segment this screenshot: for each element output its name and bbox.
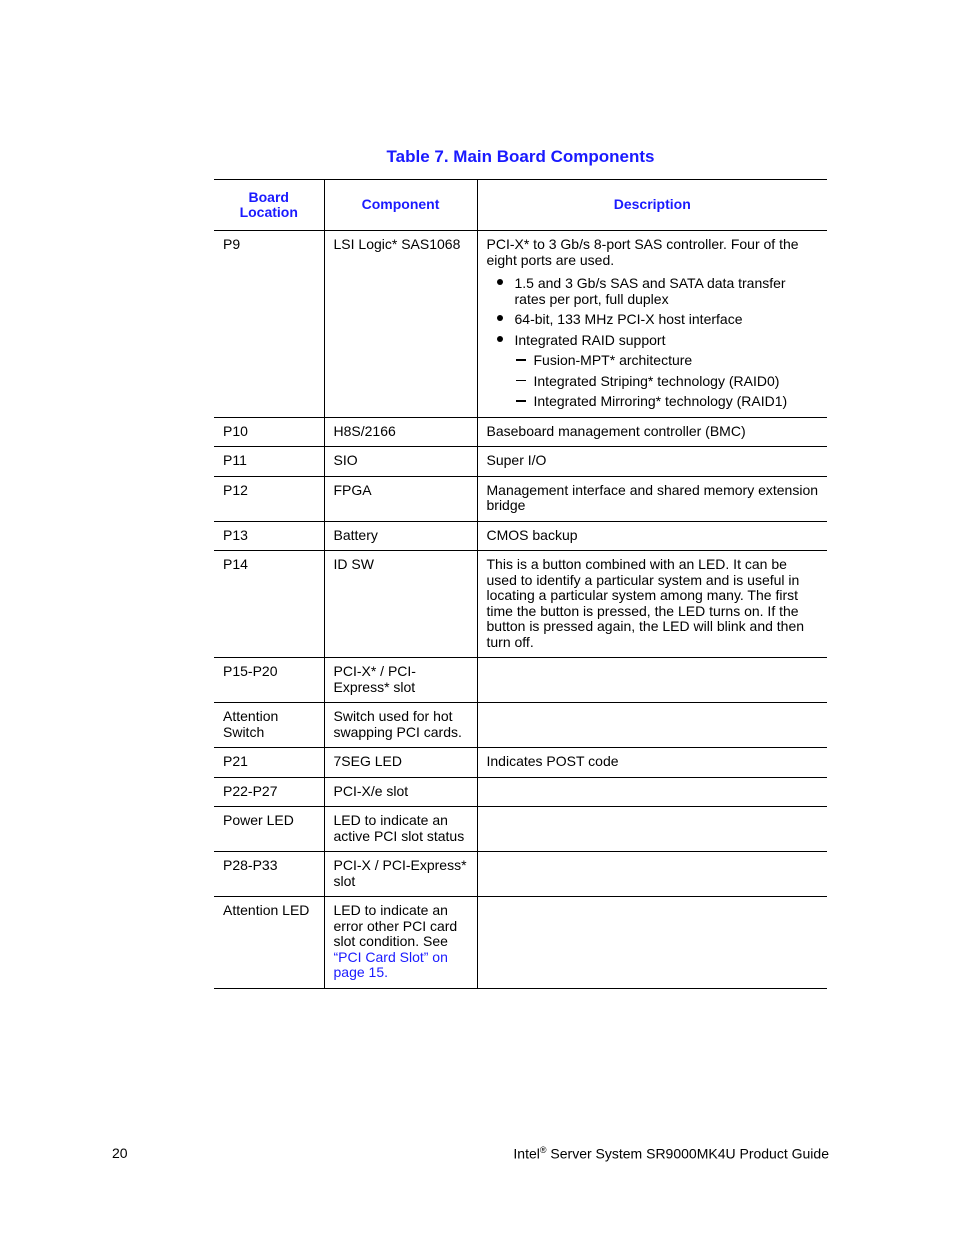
cell-location: Attention LED [214,897,324,989]
table-row [214,417,827,447]
bullet-icon [497,336,503,342]
cell-description [477,777,827,807]
cell-description: Indicates POST code [477,748,827,778]
cell-location: P15-P20 [214,658,324,703]
cell-description: Management interface and shared memory extension bridge [477,476,827,521]
cell-description: This is a button combined with an LED. It can be used to identify a particular system and is useful in locating a particular system among many. The first time the button is pressed, the LED turns on. If the button is pressed again, the LED will blink and then turn off. [477,551,827,658]
cell-component: H8S/2166 [324,417,477,447]
table-row [214,521,827,551]
table-row [214,897,827,989]
cell-location: P22-P27 [214,777,324,807]
table-row [214,231,827,418]
cell-component: Battery [324,521,477,551]
cell-location: Attention Switch [214,703,324,748]
cell-description [477,897,827,989]
cell-description: Super I/O [477,447,827,477]
table-row [214,852,827,897]
cell-description [477,703,827,748]
table-row [214,807,827,852]
cell-description [477,852,827,897]
cell-component: FPGA [324,476,477,521]
cell-location: P14 [214,551,324,658]
list-item: Integrated RAID support Fusion-MPT* architecture Integrated Striping* technology (RAID0) Integrated Mirroring* technology (RAID1) [487,333,820,410]
cell-location: P12 [214,476,324,521]
feature-list [487,276,820,410]
table-row [214,658,827,703]
cell-component: PCI-X/e slot [324,777,477,807]
list-item: 1.5 and 3 Gb/s SAS and SATA data transfer rates per port, full duplex [487,276,820,307]
table-row [214,447,827,477]
cell-component: LED to indicate an error other PCI card slot condition. See “PCI Card Slot” on page 15. [324,897,477,989]
pci-card-slot-link[interactable]: “PCI Card Slot” on page 15 [333,948,448,980]
table-row [214,703,827,748]
cell-location: P9 [214,231,324,418]
cell-component: PCI-X* / PCI-Express* slot [324,658,477,703]
cell-description [477,658,827,703]
cell-description: Baseboard management controller (BMC) [477,417,827,447]
dash-icon [516,400,526,402]
table-row [214,476,827,521]
cell-description: CMOS backup [477,521,827,551]
bullet-icon [497,315,503,321]
dash-icon [516,359,526,361]
list-item: Integrated Striping* technology (RAID0) [515,374,820,390]
cell-location: P13 [214,521,324,551]
cell-description [477,231,827,418]
header-description: Description [477,180,827,231]
cell-location: Power LED [214,807,324,852]
table-row [214,748,827,778]
footer-title: Intel® Server System SR9000MK4U Product Guide [513,1145,829,1162]
list-item: Fusion-MPT* architecture [515,353,820,369]
header-component: Component [324,180,477,231]
list-item: Integrated Mirroring* technology (RAID1) [515,394,820,410]
main-board-components-table [214,179,827,989]
cell-component: PCI-X / PCI-Express* slot [324,852,477,897]
cell-location: P28-P33 [214,852,324,897]
cell-component: LED to indicate an active PCI slot status [324,807,477,852]
raid-sub-list [515,353,820,410]
cell-component: ID SW [324,551,477,658]
table-header-row [214,180,827,231]
cell-description [477,807,827,852]
cell-location: P10 [214,417,324,447]
page-number: 20 [112,1145,128,1161]
table-row [214,777,827,807]
header-board-location: Board Location [214,180,324,231]
cell-component: Switch used for hot swapping PCI cards. [324,703,477,748]
description-lead: PCI-X* to 3 Gb/s 8-port SAS controller. Four of the eight ports are used. [486,236,799,268]
cell-component: LSI Logic* SAS1068 [324,231,477,418]
table-caption: Table 7. Main Board Components [386,147,655,166]
cell-component: 7SEG LED [324,748,477,778]
list-item: 64-bit, 133 MHz PCI-X host interface [487,312,820,328]
table-row [214,551,827,658]
cell-location: P21 [214,748,324,778]
dash-icon [516,380,526,382]
cell-location: P11 [214,447,324,477]
bullet-icon [497,279,503,285]
cell-component: SIO [324,447,477,477]
